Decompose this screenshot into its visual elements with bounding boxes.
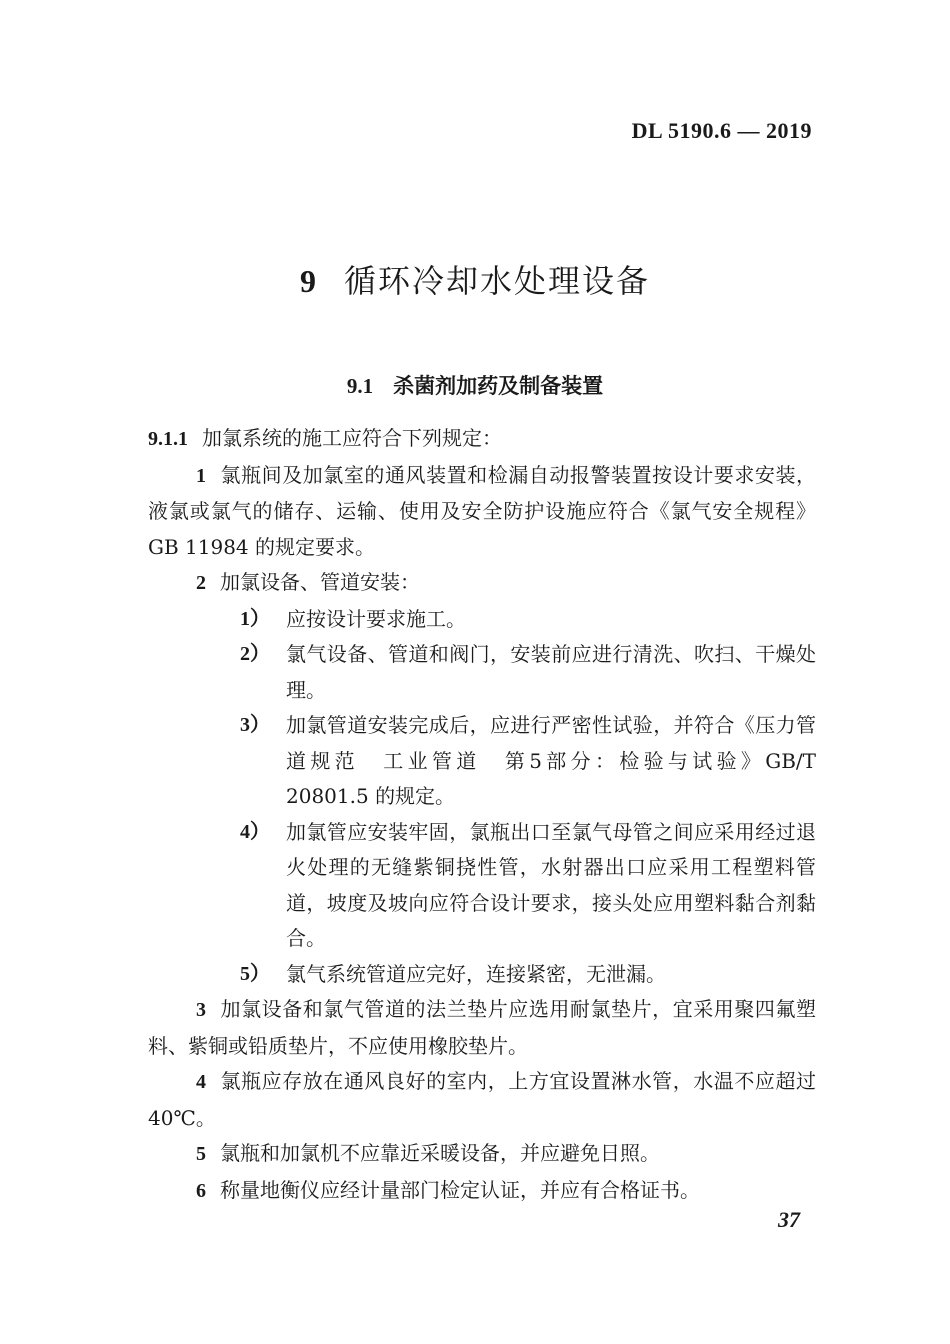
item-text: 氯瓶应存放在通风良好的室内，上方宜设置淋水管，水温不应超过 40℃。 — [148, 1069, 816, 1130]
chapter-title — [0, 256, 950, 302]
chapter-title-text: 循环冷却水处理设备 — [343, 262, 650, 300]
sub-item-number: 4） — [240, 820, 270, 843]
sub-list-item — [148, 957, 816, 993]
clause-text: 加氯系统的施工应符合下列规定： — [202, 426, 502, 450]
list-item — [148, 458, 816, 566]
sub-item-number: 3） — [240, 714, 270, 736]
standard-code: DL 5190.6 — 2019 — [631, 118, 812, 143]
clause-number: 9.1.1 — [148, 428, 188, 450]
sub-item-text: 氯气系统管道应完好，连接紧密，无泄漏。 — [286, 961, 666, 986]
sub-item-text: 应按设计要求施工。 — [286, 606, 466, 631]
page-number: 37 — [778, 1207, 800, 1232]
item-text: 氯瓶和加氯机不应靠近采暖设备，并应避免日照。 — [220, 1141, 660, 1165]
section-title-text: 杀菌剂加药及制备装置 — [393, 374, 604, 398]
document-body — [148, 421, 816, 1209]
chapter-number: 9 — [299, 263, 318, 299]
sub-list-item — [148, 815, 816, 957]
sub-item-text: 加氯管应安装牢固，氯瓶出口至氯气母管之间应采用经过退火处理的无缝紫铜挠性管，水射器出口应采用工程塑料管道，坡度及坡向应符合设计要求，接头处应用塑料黏合剂黏合。 — [286, 819, 816, 950]
sub-item-number: 2） — [240, 643, 270, 665]
sub-list-item — [148, 602, 816, 638]
item-number: 4 — [196, 1071, 206, 1093]
item-number: 2 — [196, 572, 206, 594]
sub-list-item — [148, 708, 816, 815]
item-text: 氯瓶间及加氯室的通风装置和检漏自动报警装置按设计要求安装，液氯或氯气的储存、运输、使用及安全防护设施应符合《氯气安全规程》GB 11984 的规定要求。 — [148, 462, 816, 559]
sub-item-number: 5） — [240, 962, 270, 985]
sub-item-text: 加氯管道安装完成后，应进行严密性试验，并符合《压力管道规范 工业管道 第5部分：检验与试验》GB/T 20801.5 的规定。 — [286, 713, 816, 808]
clause-paragraph — [148, 421, 816, 458]
list-item — [148, 992, 816, 1064]
item-text: 加氯设备和氯气管道的法兰垫片应选用耐氯垫片，宜采用聚四氟塑料、紫铜或铅质垫片，不应使用橡胶垫片。 — [148, 997, 816, 1058]
list-item — [148, 1136, 816, 1173]
section-number: 9.1 — [346, 374, 374, 398]
sub-list-item — [148, 637, 816, 708]
item-text: 称量地衡仪应经计量部门检定认证，并应有合格证书。 — [220, 1177, 700, 1202]
section-title — [0, 370, 950, 400]
sub-item-text: 氯气设备、管道和阀门，安装前应进行清洗、吹扫、干燥处理。 — [286, 642, 816, 702]
list-item — [148, 1064, 816, 1136]
item-text: 加氯设备、管道安装： — [220, 570, 420, 594]
list-item — [148, 565, 816, 602]
item-number: 3 — [196, 999, 206, 1021]
item-number: 5 — [196, 1143, 206, 1165]
item-number: 6 — [196, 1179, 206, 1202]
list-item — [148, 1173, 816, 1210]
sub-item-number: 1） — [240, 607, 270, 630]
item-number: 1 — [196, 464, 206, 487]
